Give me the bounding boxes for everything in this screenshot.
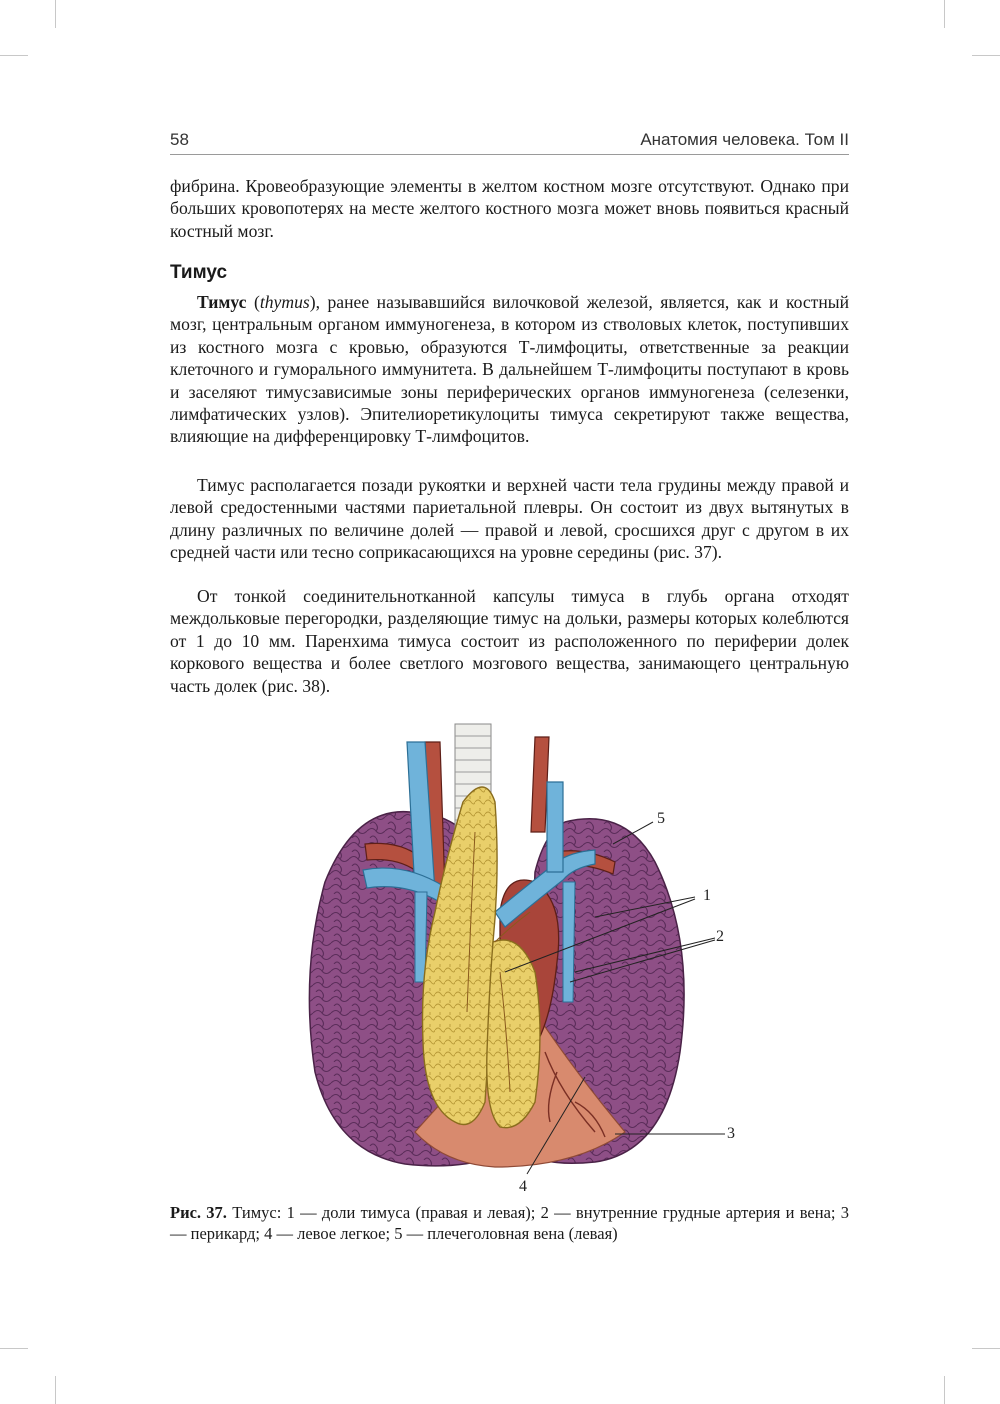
crop-mark: [0, 55, 28, 56]
carotid-artery-left: [531, 737, 549, 832]
latin-term: thymus: [259, 292, 310, 312]
page-number: 58: [170, 130, 189, 149]
callout-3: 3: [727, 1125, 735, 1142]
paragraph-location: Тимус располагается позади рукоятки и верхней части тела грудины между правой и левой средостенными частями париетальной плевры. Он состоит из двух вытянутых в длину различных по величине долей — правой и левой, сросшихся друг с другом в их средней части или тесно соприкасающихся на уровне середины (рис. 37).: [170, 475, 849, 563]
figure-caption: [170, 1202, 849, 1244]
jugular-vein-left: [547, 782, 563, 872]
latin-open: (: [254, 292, 260, 312]
figure-thymus-illustration: [295, 712, 755, 1202]
paragraph-intro: фибрина. Кровеобразующие элементы в желтом костном мозге отсутствуют. Однако при больших кровопотерях на месте желтого костного мозга может вновь появиться красный костный мозг.: [170, 176, 849, 241]
callout-2: 2: [716, 928, 724, 945]
running-header: [170, 128, 849, 155]
crop-mark: [944, 1376, 945, 1404]
running-title: Анатомия человека. Том II: [640, 130, 849, 149]
paragraph-thymus-definition: [170, 291, 849, 448]
crop-mark: [55, 0, 56, 28]
callout-1: 1: [703, 887, 711, 904]
crop-mark: [0, 1348, 28, 1349]
caption-label: Рис. 37.: [170, 1203, 227, 1222]
callout-5: 5: [657, 810, 665, 827]
internal-thoracic-vein-left: [563, 882, 575, 1002]
crop-mark: [55, 1376, 56, 1404]
callout-4: 4: [519, 1178, 527, 1195]
thymus-anatomy-drawing: [295, 712, 755, 1202]
caption-text: Тимус: 1 — доли тимуса (правая и левая); 2 — внутренние грудные артерия и вена; 3 — перикард; 4 — левое легкое; 5 — плечеголовная вена (левая): [170, 1203, 849, 1243]
thymus-left-lobe: [487, 940, 540, 1128]
term-thymus: Тимус: [197, 292, 247, 312]
definition-text: ), ранее называвшийся вилочковой железой, является, как и костный мозг, центральным органом иммуногенеза, в котором из стволовых клеток, поступивших из костного мозга с кровью, образуются Т-лимфоциты, ответственные за реакции клеточного и гуморального иммунитета. В дальнейшем Т-лимфоциты поступают в кровь и заселяют тимусзависимые зоны периферических органов иммуногенеза (селезенки, лимфатических узлов). Эпителиоретикулоциты тимуса секретируют также вещества, влияющие на дифференцировку Т-лимфоцитов.: [170, 292, 849, 447]
paragraph-structure: От тонкой соединительнотканной капсулы тимуса в глубь органа отходят междольковые перегородки, разделяющие тимус на дольки, размеры которых колеблются от 1 до 10 мм. Паренхима тимуса состоит из расположенного по периферии долек коркового вещества и более светлого мозгового вещества, занимающего центральную часть долек (рис. 38).: [170, 586, 849, 696]
crop-mark: [972, 1348, 1000, 1349]
crop-mark: [944, 0, 945, 28]
section-heading: Тимус: [170, 262, 228, 283]
crop-mark: [972, 55, 1000, 56]
